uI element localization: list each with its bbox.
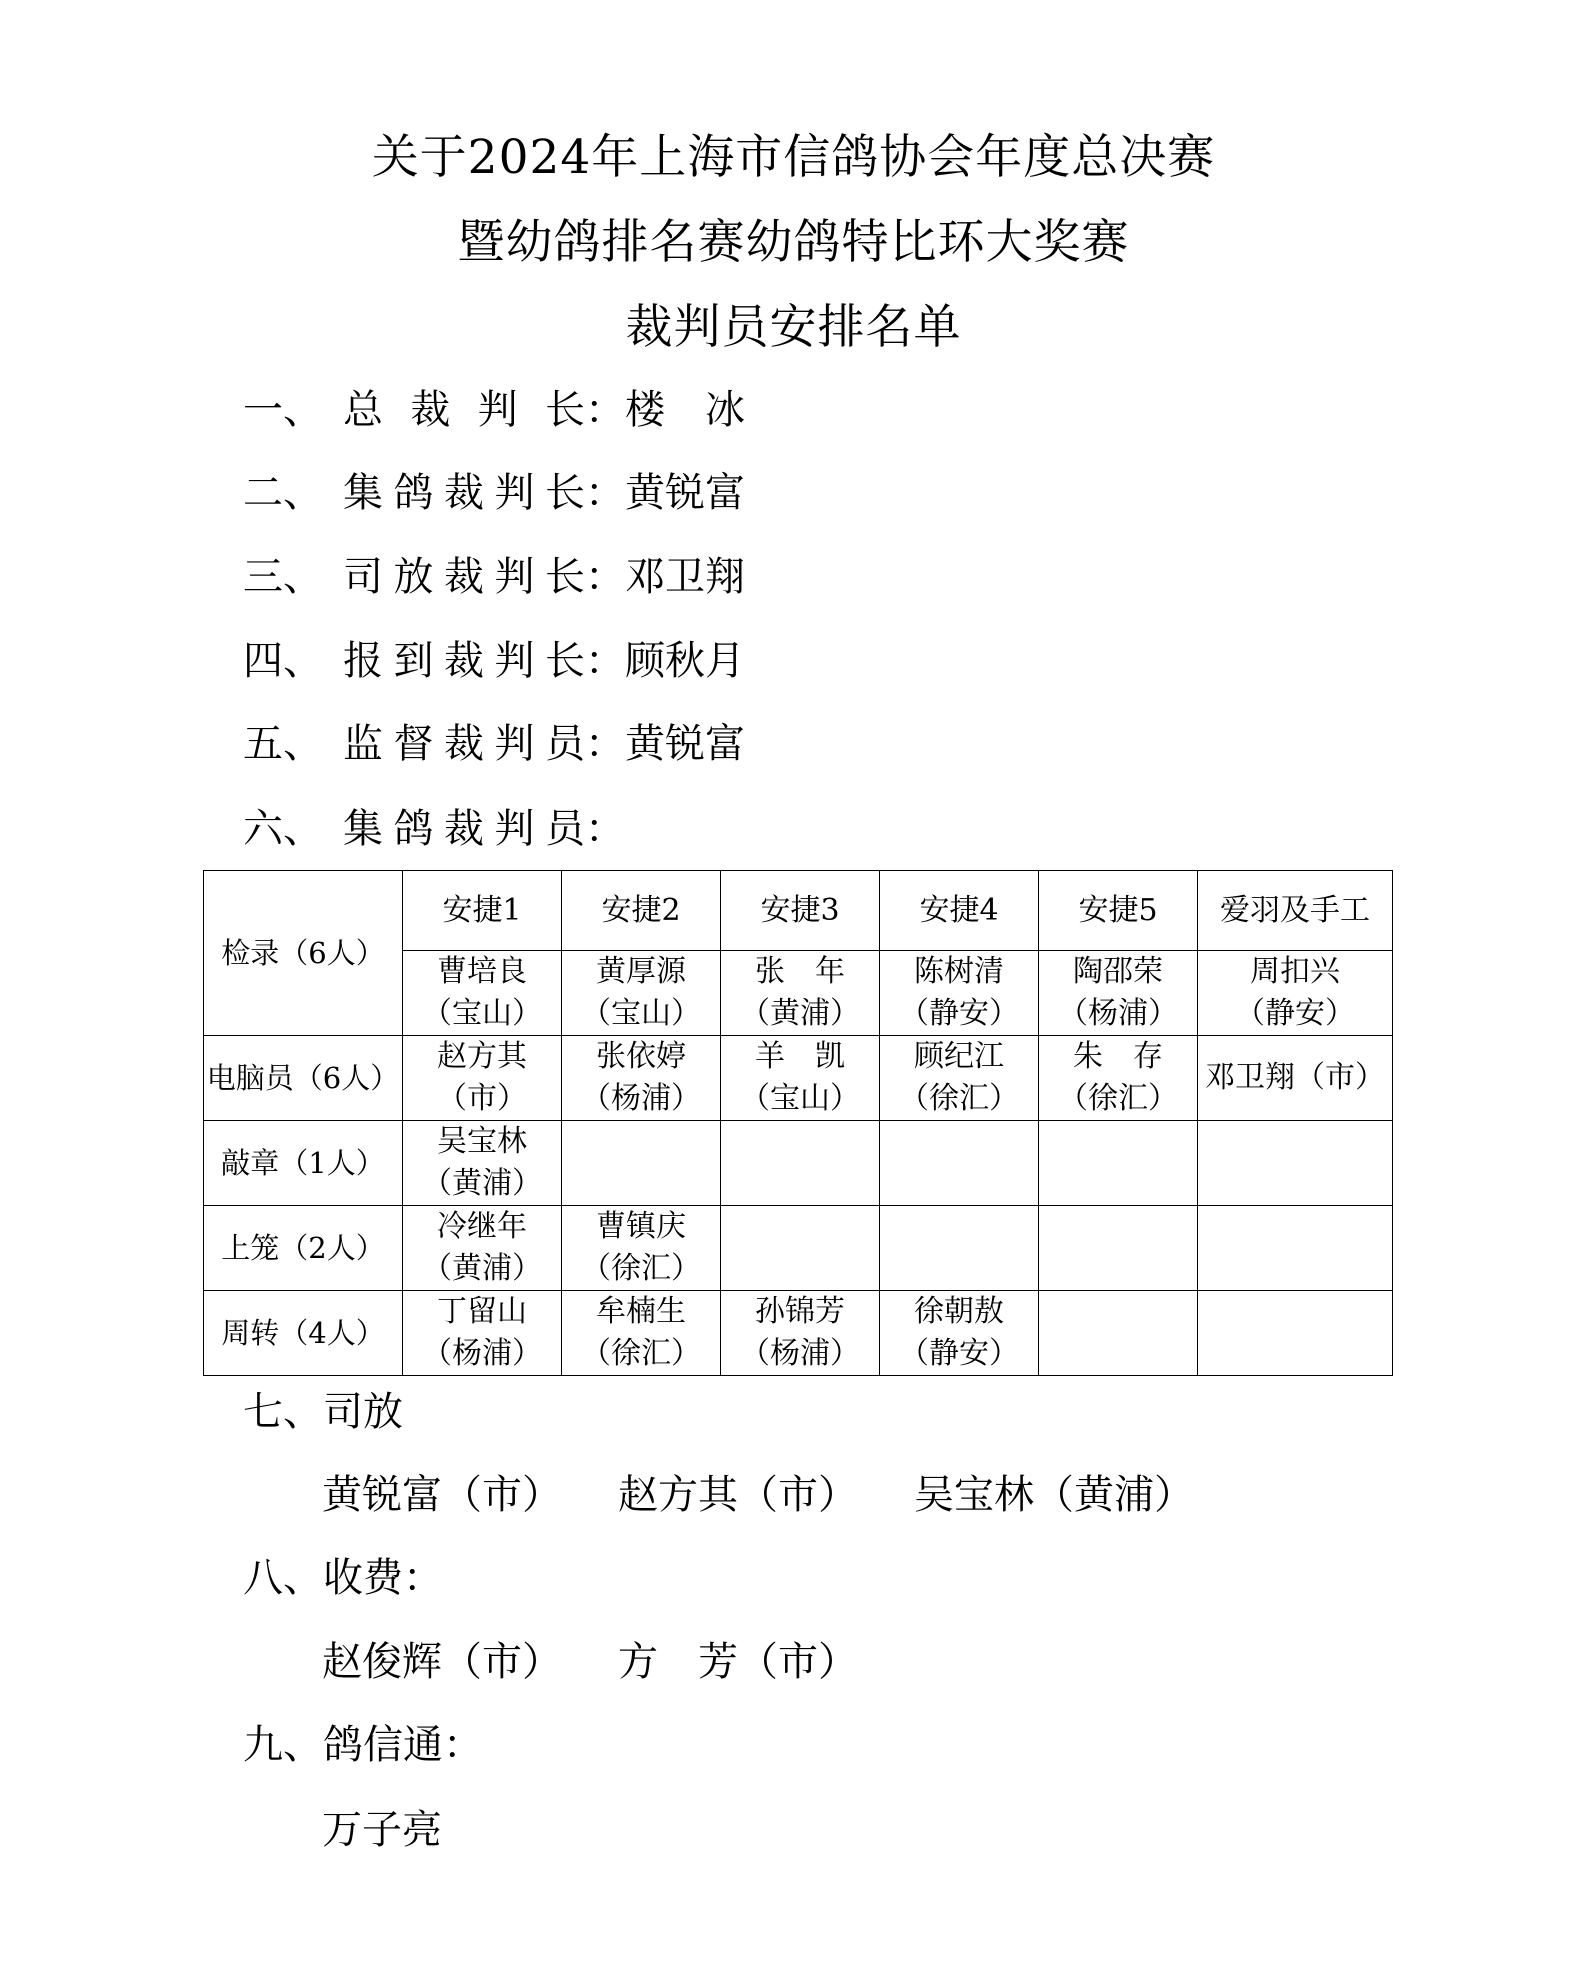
table-cell: [1039, 1291, 1198, 1376]
item-colon: ：: [585, 470, 625, 516]
section-release-names: [322, 1470, 1250, 1520]
row-label: 上笼（2人）: [204, 1206, 403, 1291]
person-name: 赵俊辉（市）: [322, 1639, 562, 1685]
row-label: 电脑员（6人）: [204, 1036, 403, 1121]
table-cell: 曹镇庆 （徐汇）: [562, 1206, 721, 1291]
table-cell: [1039, 1206, 1198, 1291]
row-label: 检录（6人）: [204, 871, 403, 1036]
table-cell: 顾纪江 （徐汇）: [880, 1036, 1039, 1121]
item-colon: ：: [585, 638, 625, 684]
table-cell: 牟楠生 （徐汇）: [562, 1291, 721, 1376]
item-role: 报到裁判长: [343, 638, 585, 684]
item-collection-referees: [243, 804, 625, 854]
item-name: 黄锐富: [625, 721, 745, 767]
title-line-1: 关于2024年上海市信鸽协会年度总决赛: [371, 130, 1216, 185]
item-registration-chief: [243, 636, 745, 686]
table-cell: [1198, 1206, 1393, 1291]
item-release-chief: [243, 552, 745, 602]
table-cell: 黄厚源 （宝山）: [562, 951, 721, 1036]
row-label: 周转（4人）: [204, 1291, 403, 1376]
table-cell: 张 年 （黄浦）: [721, 951, 880, 1036]
item-name: 邓卫翔: [625, 554, 745, 600]
item-name: 黄锐富: [625, 470, 745, 516]
item-number: 一、: [243, 387, 323, 433]
item-number: 二、: [243, 470, 323, 516]
item-name: 楼 冰: [625, 387, 745, 433]
item-role: 总裁判长: [343, 387, 585, 433]
table-cell: [1039, 1121, 1198, 1206]
table-cell: [880, 1121, 1039, 1206]
section-getongtong-heading: 九、鸽信通：: [243, 1722, 483, 1768]
section-getongtong-names: [322, 1805, 498, 1855]
person-name: 方 芳（市）: [618, 1639, 858, 1685]
item-collection-chief: [243, 468, 745, 518]
table-cell: 孙锦芳 （杨浦）: [721, 1291, 880, 1376]
item-number: 六、: [243, 806, 323, 852]
person-name: 黄锐富（市）: [322, 1472, 562, 1518]
row-label: 敲章（1人）: [204, 1121, 403, 1206]
table-cell: 朱 存 （徐汇）: [1039, 1036, 1198, 1121]
item-number: 五、: [243, 721, 323, 767]
section-fees-names: [322, 1637, 914, 1687]
section-fees-heading: 八、收费：: [243, 1555, 443, 1601]
person-name: 吴宝林（黄浦）: [914, 1472, 1194, 1518]
table-cell: [562, 1121, 721, 1206]
section-release-heading: 七、司放: [243, 1389, 403, 1435]
table-cell: 周扣兴 （静安）: [1198, 951, 1393, 1036]
table-cell: 张依婷 （杨浦）: [562, 1036, 721, 1121]
person-name: 万子亮: [322, 1807, 442, 1853]
item-role: 司放裁判长: [343, 554, 585, 600]
table-cell: 羊 凯 （宝山）: [721, 1036, 880, 1121]
column-header: 爱羽及手工: [1198, 871, 1393, 951]
item-colon: ：: [585, 387, 625, 433]
item-colon: ：: [585, 721, 625, 767]
item-name: 顾秋月: [625, 638, 745, 684]
item-role: 监督裁判员: [343, 721, 585, 767]
item-colon: ：: [585, 806, 625, 852]
item-colon: ：: [585, 554, 625, 600]
table-cell: [721, 1121, 880, 1206]
person-name: 赵方其（市）: [618, 1472, 858, 1518]
referee-table: [203, 870, 1393, 1376]
item-role: 集鸽裁判员: [343, 806, 585, 852]
table-cell: [1198, 1291, 1393, 1376]
item-number: 三、: [243, 554, 323, 600]
title-line-2: 暨幼鸽排名赛幼鸽特比环大奖赛: [457, 215, 1130, 270]
table-cell: 曹培良 （宝山）: [403, 951, 562, 1036]
table-cell: 陈树清 （静安）: [880, 951, 1039, 1036]
item-chief-referee: [243, 385, 745, 435]
item-role: 集鸽裁判长: [343, 470, 585, 516]
column-header: 安捷4: [880, 871, 1039, 951]
column-header: 安捷1: [403, 871, 562, 951]
column-header: 安捷3: [721, 871, 880, 951]
table-cell: 赵方其 （市）: [403, 1036, 562, 1121]
title-line-3: 裁判员安排名单: [625, 300, 962, 355]
table-cell: 邓卫翔（市）: [1198, 1036, 1393, 1121]
table-cell: [721, 1206, 880, 1291]
table-cell: 徐朝敖 （静安）: [880, 1291, 1039, 1376]
table-cell: 丁留山 （杨浦）: [403, 1291, 562, 1376]
table-cell: [880, 1206, 1039, 1291]
table-cell: [1198, 1121, 1393, 1206]
table-cell: 吴宝林 （黄浦）: [403, 1121, 562, 1206]
column-header: 安捷2: [562, 871, 721, 951]
column-header: 安捷5: [1039, 871, 1198, 951]
table-cell: 冷继年 （黄浦）: [403, 1206, 562, 1291]
item-supervisor: [243, 719, 745, 769]
table-cell: 陶邵荣 （杨浦）: [1039, 951, 1198, 1036]
item-number: 四、: [243, 638, 323, 684]
